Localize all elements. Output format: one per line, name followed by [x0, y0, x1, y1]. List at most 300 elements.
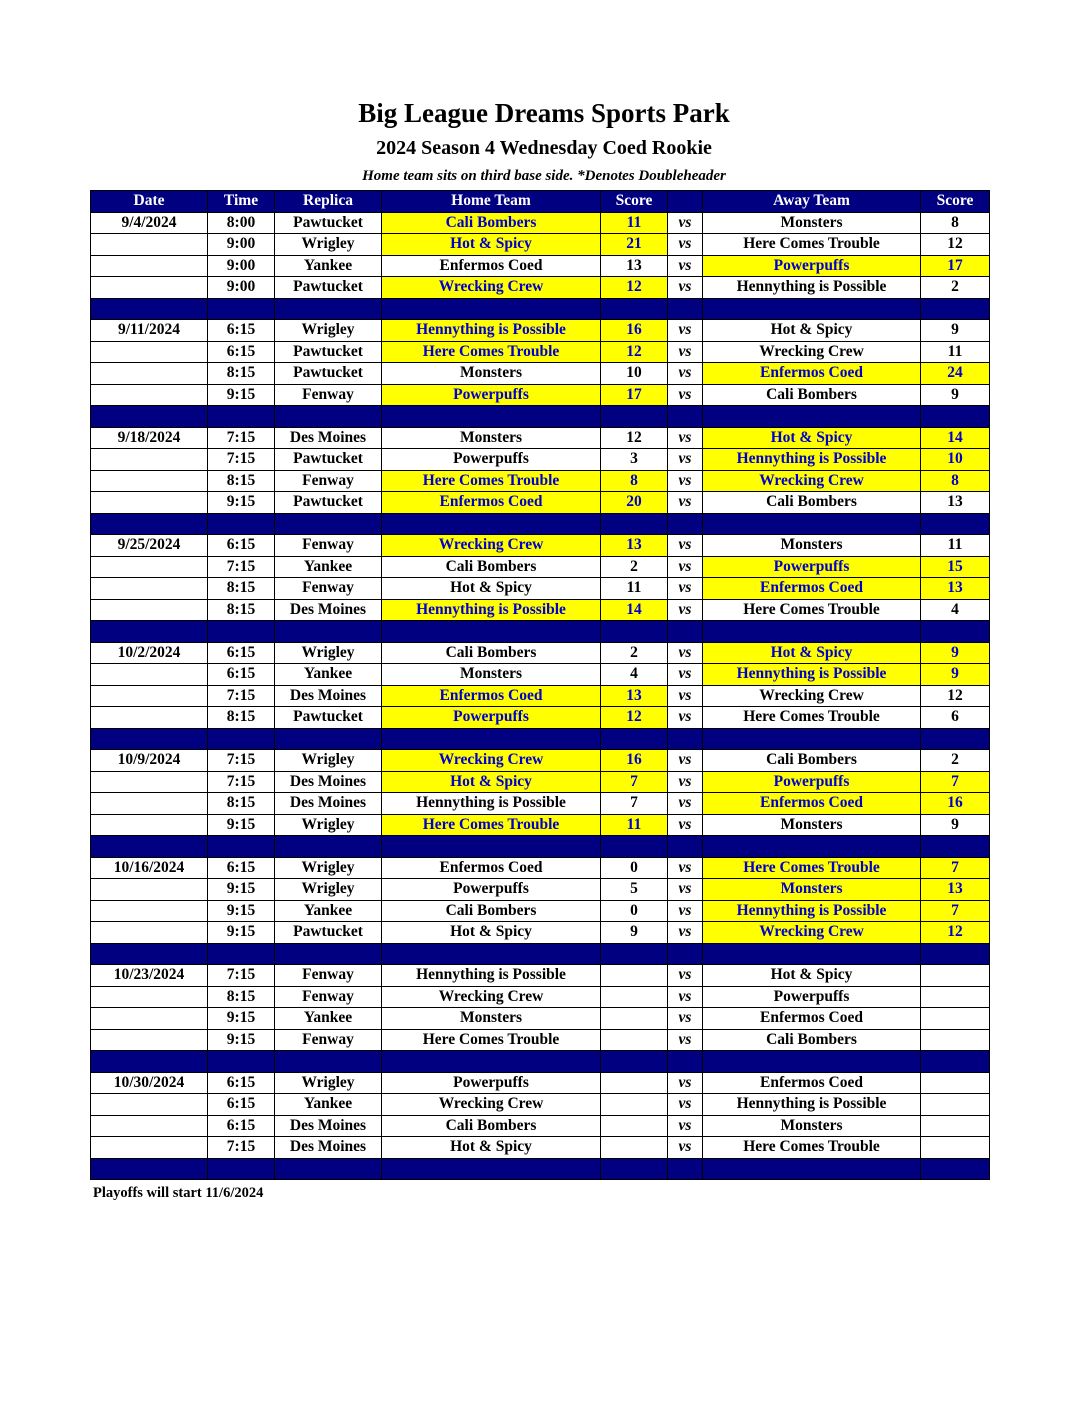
time-cell: 7:15	[208, 771, 275, 793]
time-cell: 9:15	[208, 384, 275, 406]
separator-cell	[275, 728, 382, 750]
separator-cell	[275, 406, 382, 428]
away-score-cell: 13	[921, 578, 990, 600]
replica-field-cell: Pawtucket	[275, 922, 382, 944]
schedule-body	[91, 212, 990, 1180]
away-score-cell: 13	[921, 492, 990, 514]
time-cell: 7:15	[208, 685, 275, 707]
away-score-cell: 10	[921, 449, 990, 471]
separator-cell	[668, 943, 703, 965]
separator-cell	[601, 728, 668, 750]
date-cell	[91, 578, 208, 600]
away-team-cell: Powerpuffs	[703, 986, 921, 1008]
date-cell	[91, 793, 208, 815]
separator-cell	[382, 406, 601, 428]
home-score-cell: 14	[601, 599, 668, 621]
separator-cell	[208, 513, 275, 535]
home-score-cell: 2	[601, 556, 668, 578]
away-team-cell: Wrecking Crew	[703, 341, 921, 363]
away-score-cell: 11	[921, 535, 990, 557]
time-cell: 9:15	[208, 492, 275, 514]
home-score-cell: 12	[601, 341, 668, 363]
time-cell: 6:15	[208, 320, 275, 342]
away-team-cell: Here Comes Trouble	[703, 857, 921, 879]
home-team-cell: Cali Bombers	[382, 556, 601, 578]
replica-field-cell: Fenway	[275, 986, 382, 1008]
away-team-cell: Hennything is Possible	[703, 277, 921, 299]
time-cell: 6:15	[208, 1094, 275, 1116]
away-team-cell: Hennything is Possible	[703, 664, 921, 686]
replica-field-cell: Pawtucket	[275, 707, 382, 729]
away-score-cell: 11	[921, 341, 990, 363]
vs-cell: vs	[668, 922, 703, 944]
game-row	[91, 556, 990, 578]
home-score-cell: 2	[601, 642, 668, 664]
date-cell: 9/4/2024	[91, 212, 208, 234]
vs-cell: vs	[668, 212, 703, 234]
date-cell: 9/11/2024	[91, 320, 208, 342]
home-team-cell: Hennything is Possible	[382, 320, 601, 342]
week-separator-row	[91, 943, 990, 965]
replica-field-cell: Wrigley	[275, 750, 382, 772]
away-score-cell	[921, 1072, 990, 1094]
home-team-cell: Powerpuffs	[382, 1072, 601, 1094]
home-team-cell: Enfermos Coed	[382, 857, 601, 879]
game-row	[91, 857, 990, 879]
time-cell: 9:15	[208, 922, 275, 944]
replica-field-cell: Des Moines	[275, 1115, 382, 1137]
away-team-cell: Hennything is Possible	[703, 900, 921, 922]
away-team-cell: Powerpuffs	[703, 771, 921, 793]
replica-field-cell: Fenway	[275, 470, 382, 492]
away-score-cell: 12	[921, 234, 990, 256]
date-cell: 10/23/2024	[91, 965, 208, 987]
date-cell	[91, 1029, 208, 1051]
date-cell	[91, 255, 208, 277]
col-header-time: Time	[208, 191, 275, 213]
vs-cell: vs	[668, 363, 703, 385]
separator-cell	[668, 728, 703, 750]
away-team-cell: Here Comes Trouble	[703, 1137, 921, 1159]
away-score-cell	[921, 965, 990, 987]
game-row	[91, 750, 990, 772]
home-team-cell: Monsters	[382, 427, 601, 449]
home-team-cell: Hennything is Possible	[382, 599, 601, 621]
replica-field-cell: Pawtucket	[275, 212, 382, 234]
home-team-cell: Hot & Spicy	[382, 234, 601, 256]
game-row	[91, 1094, 990, 1116]
separator-cell	[382, 1158, 601, 1180]
home-team-cell: Here Comes Trouble	[382, 1029, 601, 1051]
game-row	[91, 255, 990, 277]
separator-cell	[275, 1051, 382, 1073]
replica-field-cell: Wrigley	[275, 642, 382, 664]
away-team-cell: Monsters	[703, 1115, 921, 1137]
playoffs-note: Playoffs will start 11/6/2024	[93, 1185, 264, 1201]
home-score-cell	[601, 1072, 668, 1094]
home-score-cell	[601, 1008, 668, 1030]
vs-cell: vs	[668, 1115, 703, 1137]
time-cell: 7:15	[208, 750, 275, 772]
away-team-cell: Hot & Spicy	[703, 320, 921, 342]
separator-cell	[208, 406, 275, 428]
vs-cell: vs	[668, 750, 703, 772]
game-row	[91, 212, 990, 234]
home-team-cell: Hennything is Possible	[382, 965, 601, 987]
home-score-cell: 0	[601, 900, 668, 922]
home-team-cell: Powerpuffs	[382, 879, 601, 901]
time-cell: 8:15	[208, 578, 275, 600]
time-cell: 7:15	[208, 965, 275, 987]
away-score-cell	[921, 1029, 990, 1051]
away-score-cell: 9	[921, 814, 990, 836]
vs-cell: vs	[668, 255, 703, 277]
game-row	[91, 642, 990, 664]
vs-cell: vs	[668, 879, 703, 901]
away-team-cell: Monsters	[703, 535, 921, 557]
away-team-cell: Enfermos Coed	[703, 578, 921, 600]
game-row	[91, 449, 990, 471]
date-cell	[91, 449, 208, 471]
replica-field-cell: Yankee	[275, 664, 382, 686]
vs-cell: vs	[668, 707, 703, 729]
game-row	[91, 363, 990, 385]
date-cell	[91, 986, 208, 1008]
separator-cell	[208, 943, 275, 965]
replica-field-cell: Wrigley	[275, 1072, 382, 1094]
away-team-cell: Cali Bombers	[703, 750, 921, 772]
separator-cell	[91, 943, 208, 965]
replica-field-cell: Fenway	[275, 384, 382, 406]
separator-cell	[382, 621, 601, 643]
home-score-cell	[601, 1094, 668, 1116]
away-score-cell	[921, 1137, 990, 1159]
separator-cell	[668, 836, 703, 858]
away-score-cell	[921, 1008, 990, 1030]
date-cell	[91, 707, 208, 729]
date-cell	[91, 771, 208, 793]
date-cell: 9/18/2024	[91, 427, 208, 449]
vs-cell: vs	[668, 771, 703, 793]
separator-cell	[601, 298, 668, 320]
vs-cell: vs	[668, 320, 703, 342]
vs-cell: vs	[668, 599, 703, 621]
time-cell: 6:15	[208, 341, 275, 363]
home-team-note: Home team sits on third base side. *Denotes Doubleheader	[362, 168, 726, 184]
away-score-cell: 7	[921, 771, 990, 793]
home-team-cell: Wrecking Crew	[382, 277, 601, 299]
home-team-cell: Wrecking Crew	[382, 986, 601, 1008]
home-team-cell: Cali Bombers	[382, 900, 601, 922]
away-team-cell: Hot & Spicy	[703, 427, 921, 449]
separator-cell	[275, 298, 382, 320]
separator-cell	[382, 943, 601, 965]
date-cell	[91, 685, 208, 707]
away-team-cell: Hennything is Possible	[703, 1094, 921, 1116]
vs-cell: vs	[668, 642, 703, 664]
away-team-cell: Enfermos Coed	[703, 793, 921, 815]
away-score-cell: 16	[921, 793, 990, 815]
separator-cell	[208, 728, 275, 750]
separator-cell	[91, 298, 208, 320]
separator-cell	[703, 1158, 921, 1180]
page-title: Big League Dreams Sports Park	[358, 98, 730, 128]
home-score-cell: 13	[601, 685, 668, 707]
away-score-cell: 9	[921, 384, 990, 406]
home-team-cell: Here Comes Trouble	[382, 470, 601, 492]
away-score-cell: 9	[921, 664, 990, 686]
vs-cell: vs	[668, 470, 703, 492]
vs-cell: vs	[668, 556, 703, 578]
time-cell: 6:15	[208, 664, 275, 686]
home-score-cell: 12	[601, 707, 668, 729]
home-team-cell: Powerpuffs	[382, 384, 601, 406]
game-row	[91, 965, 990, 987]
time-cell: 8:15	[208, 470, 275, 492]
vs-cell: vs	[668, 1008, 703, 1030]
away-score-cell: 24	[921, 363, 990, 385]
vs-cell: vs	[668, 814, 703, 836]
separator-cell	[208, 1051, 275, 1073]
time-cell: 9:00	[208, 234, 275, 256]
away-team-cell: Wrecking Crew	[703, 685, 921, 707]
game-row	[91, 277, 990, 299]
separator-cell	[601, 836, 668, 858]
game-row	[91, 814, 990, 836]
col-header-vs	[668, 191, 703, 213]
home-score-cell: 11	[601, 212, 668, 234]
home-score-cell: 5	[601, 879, 668, 901]
away-team-cell: Cali Bombers	[703, 384, 921, 406]
date-cell	[91, 1115, 208, 1137]
game-row	[91, 470, 990, 492]
time-cell: 9:15	[208, 1008, 275, 1030]
game-row	[91, 578, 990, 600]
separator-cell	[382, 728, 601, 750]
time-cell: 7:15	[208, 449, 275, 471]
replica-field-cell: Yankee	[275, 556, 382, 578]
replica-field-cell: Des Moines	[275, 771, 382, 793]
vs-cell: vs	[668, 793, 703, 815]
away-score-cell: 7	[921, 900, 990, 922]
away-team-cell: Enfermos Coed	[703, 363, 921, 385]
replica-field-cell: Pawtucket	[275, 277, 382, 299]
replica-field-cell: Yankee	[275, 255, 382, 277]
home-score-cell: 7	[601, 793, 668, 815]
away-score-cell: 8	[921, 470, 990, 492]
vs-cell: vs	[668, 492, 703, 514]
week-separator-row	[91, 728, 990, 750]
game-row	[91, 685, 990, 707]
vs-cell: vs	[668, 986, 703, 1008]
home-team-cell: Wrecking Crew	[382, 1094, 601, 1116]
vs-cell: vs	[668, 1094, 703, 1116]
separator-cell	[275, 513, 382, 535]
home-team-cell: Wrecking Crew	[382, 750, 601, 772]
game-row	[91, 771, 990, 793]
separator-cell	[601, 513, 668, 535]
separator-cell	[703, 1051, 921, 1073]
separator-cell	[208, 836, 275, 858]
home-score-cell	[601, 1029, 668, 1051]
date-cell	[91, 1008, 208, 1030]
game-row	[91, 664, 990, 686]
replica-field-cell: Wrigley	[275, 320, 382, 342]
home-score-cell: 12	[601, 427, 668, 449]
week-separator-row	[91, 513, 990, 535]
separator-cell	[91, 836, 208, 858]
time-cell: 7:15	[208, 1137, 275, 1159]
week-separator-row	[91, 298, 990, 320]
away-team-cell: Hot & Spicy	[703, 965, 921, 987]
away-team-cell: Monsters	[703, 879, 921, 901]
away-team-cell: Monsters	[703, 814, 921, 836]
game-row	[91, 1029, 990, 1051]
separator-cell	[601, 621, 668, 643]
vs-cell: vs	[668, 1072, 703, 1094]
date-cell	[91, 900, 208, 922]
separator-cell	[601, 406, 668, 428]
vs-cell: vs	[668, 427, 703, 449]
vs-cell: vs	[668, 535, 703, 557]
date-cell	[91, 384, 208, 406]
separator-cell	[91, 513, 208, 535]
home-score-cell: 13	[601, 255, 668, 277]
col-header-date: Date	[91, 191, 208, 213]
separator-cell	[601, 1051, 668, 1073]
home-team-cell: Hot & Spicy	[382, 771, 601, 793]
home-score-cell: 11	[601, 578, 668, 600]
time-cell: 8:15	[208, 599, 275, 621]
date-cell	[91, 363, 208, 385]
game-row	[91, 492, 990, 514]
separator-cell	[601, 1158, 668, 1180]
date-cell	[91, 470, 208, 492]
away-score-cell: 7	[921, 857, 990, 879]
home-team-cell: Monsters	[382, 1008, 601, 1030]
home-score-cell: 7	[601, 771, 668, 793]
away-team-cell: Here Comes Trouble	[703, 707, 921, 729]
time-cell: 6:15	[208, 1072, 275, 1094]
separator-cell	[703, 728, 921, 750]
home-score-cell: 3	[601, 449, 668, 471]
date-cell	[91, 1094, 208, 1116]
page-subtitle: 2024 Season 4 Wednesday Coed Rookie	[376, 137, 712, 159]
home-team-cell: Cali Bombers	[382, 212, 601, 234]
away-team-cell: Hot & Spicy	[703, 642, 921, 664]
vs-cell: vs	[668, 1029, 703, 1051]
home-score-cell: 8	[601, 470, 668, 492]
away-team-cell: Here Comes Trouble	[703, 599, 921, 621]
separator-cell	[921, 728, 990, 750]
replica-field-cell: Des Moines	[275, 599, 382, 621]
separator-cell	[382, 298, 601, 320]
separator-cell	[703, 298, 921, 320]
away-score-cell: 2	[921, 277, 990, 299]
game-row	[91, 341, 990, 363]
game-row	[91, 1008, 990, 1030]
home-team-cell: Hot & Spicy	[382, 922, 601, 944]
game-row	[91, 384, 990, 406]
separator-cell	[703, 943, 921, 965]
home-score-cell	[601, 1115, 668, 1137]
separator-cell	[91, 621, 208, 643]
separator-cell	[208, 298, 275, 320]
game-row	[91, 599, 990, 621]
separator-cell	[703, 836, 921, 858]
separator-cell	[382, 1051, 601, 1073]
separator-cell	[208, 621, 275, 643]
col-header-replica: Replica	[275, 191, 382, 213]
replica-field-cell: Fenway	[275, 578, 382, 600]
replica-field-cell: Des Moines	[275, 685, 382, 707]
time-cell: 7:15	[208, 427, 275, 449]
vs-cell: vs	[668, 900, 703, 922]
time-cell: 8:15	[208, 707, 275, 729]
away-score-cell: 9	[921, 642, 990, 664]
home-score-cell	[601, 986, 668, 1008]
replica-field-cell: Pawtucket	[275, 341, 382, 363]
week-separator-row	[91, 621, 990, 643]
separator-cell	[703, 621, 921, 643]
time-cell: 6:15	[208, 642, 275, 664]
replica-field-cell: Des Moines	[275, 1137, 382, 1159]
away-score-cell: 13	[921, 879, 990, 901]
replica-field-cell: Wrigley	[275, 814, 382, 836]
away-team-cell: Powerpuffs	[703, 556, 921, 578]
replica-field-cell: Yankee	[275, 900, 382, 922]
replica-field-cell: Yankee	[275, 1008, 382, 1030]
time-cell: 8:15	[208, 986, 275, 1008]
game-row	[91, 707, 990, 729]
separator-cell	[91, 1051, 208, 1073]
away-score-cell: 15	[921, 556, 990, 578]
separator-cell	[275, 943, 382, 965]
game-row	[91, 793, 990, 815]
separator-cell	[668, 1051, 703, 1073]
separator-cell	[921, 836, 990, 858]
separator-cell	[275, 621, 382, 643]
replica-field-cell: Fenway	[275, 1029, 382, 1051]
game-row	[91, 879, 990, 901]
col-header-away-team: Away Team	[703, 191, 921, 213]
away-score-cell	[921, 1094, 990, 1116]
home-team-cell: Enfermos Coed	[382, 255, 601, 277]
home-score-cell	[601, 1137, 668, 1159]
away-score-cell	[921, 1115, 990, 1137]
home-team-cell: Enfermos Coed	[382, 492, 601, 514]
game-row	[91, 986, 990, 1008]
week-separator-row	[91, 1051, 990, 1073]
away-team-cell: Wrecking Crew	[703, 470, 921, 492]
replica-field-cell: Pawtucket	[275, 492, 382, 514]
header-row	[91, 191, 990, 213]
home-score-cell: 21	[601, 234, 668, 256]
separator-cell	[275, 1158, 382, 1180]
week-separator-row	[91, 406, 990, 428]
separator-cell	[275, 836, 382, 858]
date-cell: 10/9/2024	[91, 750, 208, 772]
away-score-cell: 6	[921, 707, 990, 729]
date-cell: 9/25/2024	[91, 535, 208, 557]
time-cell: 9:15	[208, 814, 275, 836]
separator-cell	[91, 728, 208, 750]
vs-cell: vs	[668, 449, 703, 471]
date-cell: 10/16/2024	[91, 857, 208, 879]
separator-cell	[668, 298, 703, 320]
home-team-cell: Monsters	[382, 664, 601, 686]
replica-field-cell: Des Moines	[275, 427, 382, 449]
